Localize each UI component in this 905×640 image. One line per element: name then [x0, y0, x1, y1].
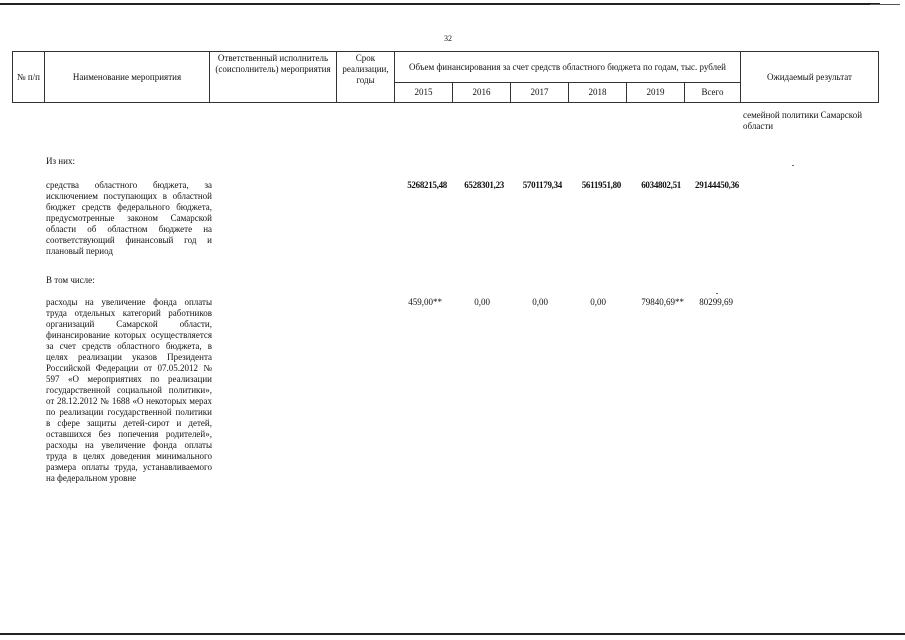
- header-col-term: Срок реализации, годы: [337, 52, 395, 103]
- header-year-total: Всего: [685, 83, 741, 103]
- header-year-2017: 2017: [511, 83, 569, 103]
- header-year-2015: 2015: [395, 83, 453, 103]
- scan-speck: [792, 165, 794, 166]
- table-header: [12, 51, 879, 103]
- header-year-2019: 2019: [627, 83, 685, 103]
- row2-value-2016: 0,00: [474, 297, 490, 307]
- scan-speck: [716, 293, 718, 294]
- header-col-financing: Объем финансирования за счет средств областного бюджета по годам, тыс. рублей: [395, 52, 741, 83]
- row1-value-2017: 5701179,34: [522, 180, 562, 190]
- scan-edge-top-tail: [870, 4, 900, 5]
- page-number: 32: [444, 34, 452, 43]
- row1-value-2016: 6528301,23: [464, 180, 504, 190]
- row2-value-total: 80299,69: [699, 297, 733, 307]
- row1-value-2019: 6034802,51: [641, 180, 681, 190]
- header-col-number: № п/п: [13, 52, 45, 103]
- scan-edge-bottom: [0, 633, 905, 635]
- row2-value-2019: 79840,69**: [641, 297, 684, 307]
- row1-value-2015: 5268215,48: [407, 180, 447, 190]
- sub-label-including: В том числе:: [46, 275, 95, 285]
- row2-value-2015: 459,00**: [408, 297, 442, 307]
- row2-description: расходы на увеличение фонда оплаты труда отдельных категорий работников организаций Самарской области, финансирование которых осуществляется за счет средств областного бюджета, в целях реализации указов Президента Российской Федерации от 07.05.2012 № 597 «О мероприятиях по реализации государственной социальной политики», от 28.12.2012 № 1688 «О некоторых мерах по реализации государственной политики в сфере защиты детей-сирот и детей, оставшихся без попечения родителей», расходы на увеличение фонда оплаты труда в целях доведения минимального размера оплаты труда, устанавливаемого на федеральном уровне: [46, 297, 212, 483]
- header-year-2016: 2016: [453, 83, 511, 103]
- expected-result-text: семейной политики Самарской области: [743, 110, 863, 131]
- header-col-name: Наименование мероприятия: [45, 52, 210, 103]
- row1-value-2018: 5611951,80: [581, 180, 621, 190]
- scan-edge-top: [0, 3, 880, 5]
- header-year-2018: 2018: [569, 83, 627, 103]
- from-them-label: Из них:: [46, 156, 75, 166]
- row1-description: средства областного бюджета, за исключением поступающих в областной бюджет средств федерального бюджета, предусмотренные законом Самарской области об областном бюджете на соответствующий финансовый год и плановый период: [46, 180, 212, 256]
- row2-value-2017: 0,00: [532, 297, 548, 307]
- row1-value-total: 29144450,36: [695, 180, 739, 190]
- row2-value-2018: 0,00: [590, 297, 606, 307]
- header-col-responsible: Ответственный исполнитель (соисполнитель) мероприятия: [210, 52, 337, 103]
- header-col-result: Ожидаемый результат: [741, 52, 879, 103]
